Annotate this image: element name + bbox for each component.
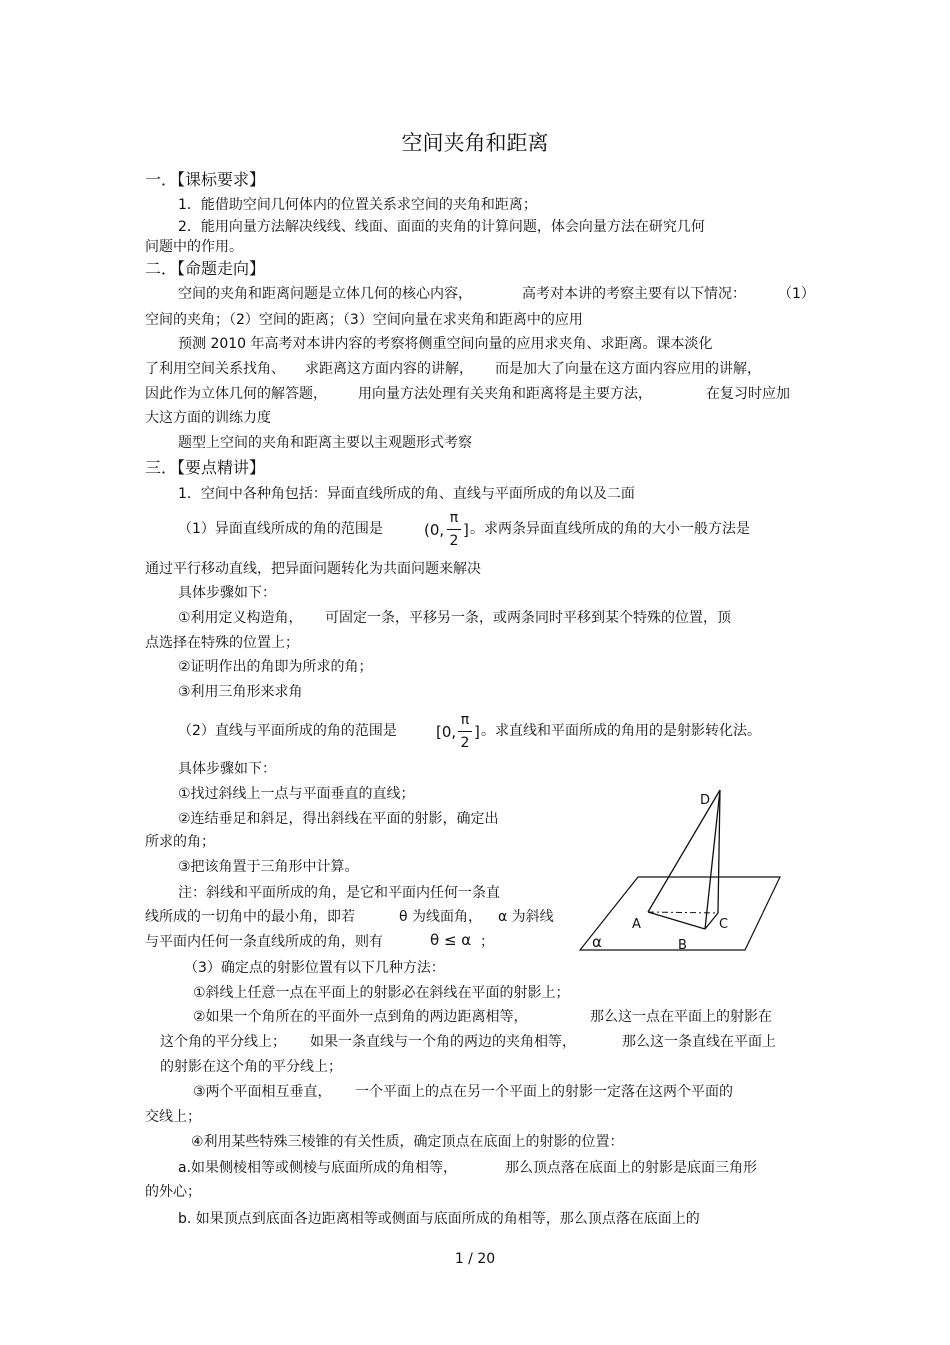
paragraph-line: 那么这一点在平面上的射影在 <box>590 1009 772 1025</box>
paragraph-line: ； <box>480 934 494 950</box>
paragraph-line: 与平面内任何一条直线所成的角，则有 <box>145 934 383 950</box>
interval-open: (0, <box>424 521 445 539</box>
paragraph-line: ①找过斜线上一点与平面垂直的直线； <box>178 786 415 802</box>
paragraph-line: ②连结垂足和斜足，得出斜线在平面的射影，确定出 <box>178 811 499 827</box>
paragraph-line: 那么顶点落在底面上的射影是底面三角形 <box>505 1160 757 1176</box>
paragraph-line: a.如果侧棱相等或侧棱与底面所成的角相等， <box>178 1160 458 1176</box>
edge-AB <box>648 912 705 929</box>
paragraph-line: ③两个平面相互垂直， <box>193 1084 332 1100</box>
paragraph-line: 因此作为立体几何的解答题， <box>145 386 327 402</box>
paragraph-line: 一个平面上的点在另一个平面上的射影一定落在这两个平面的 <box>355 1084 733 1100</box>
paragraph-line: 线所成的一切角中的最小角，即若 <box>145 909 355 925</box>
label-C: C <box>719 917 729 932</box>
paragraph-line: 空间的夹角和距离问题是立体几何的核心内容， <box>178 286 472 302</box>
paragraph-line: θ 为线面角， <box>399 909 483 925</box>
paragraph-line: α 为斜线 <box>498 909 554 925</box>
paragraph-line: 高考对本讲的考察主要有以下情况： <box>522 286 746 302</box>
paragraph-line: 注：斜线和平面所成的角，是它和平面内任何一条直 <box>178 885 500 901</box>
paragraph-line: 可固定一条，平移另一条，或两条同时平移到某个特殊的位置，顶 <box>325 610 731 626</box>
page-number: 1 / 20 <box>454 1251 496 1267</box>
paragraph-line: 的外心； <box>145 1184 201 1200</box>
section-heading-1: 一．【课标要求】 <box>145 170 266 189</box>
paragraph-line: 点选择在特殊的位置上； <box>145 635 299 651</box>
label-A: A <box>632 917 641 932</box>
paragraph-line: 题型上空间的夹角和距离主要以主观题形式考察 <box>178 435 472 451</box>
paragraph-line: 具体步骤如下： <box>178 585 276 601</box>
paragraph-line: 大这方面的训练力度 <box>145 410 271 426</box>
fraction-numerator: π <box>460 712 470 728</box>
paragraph-line: 。求直线和平面所成的角用的是射影转化法。 <box>481 723 761 739</box>
paragraph-line: （1）异面直线所成的角的范围是 <box>178 521 383 537</box>
paragraph-line: ②如果一个角所在的平面外一点到角的两边距离相等， <box>193 1009 528 1025</box>
section-heading-3: 三．【要点精讲】 <box>145 458 266 477</box>
paragraph-line: 的射影在这个角的平分线上； <box>160 1059 342 1075</box>
paragraph-line: 而是加大了向量在这方面内容应用的讲解， <box>495 361 761 377</box>
label-D: D <box>700 793 711 808</box>
paragraph-line: ③把该角置于三角形中计算。 <box>178 859 359 875</box>
paragraph-line: （3）确定点的射影位置有以下几种方法： <box>184 960 445 976</box>
paragraph-line: 所求的角； <box>145 834 215 850</box>
paragraph-line: 交线上； <box>145 1109 201 1125</box>
paragraph-line: ③利用三角形来求角 <box>178 684 303 700</box>
paragraph-line: 空间的夹角；（2）空间的距离；（3）空间向量在求夹角和距离中的应用 <box>145 312 583 328</box>
section-heading-2: 二．【命题走向】 <box>145 259 266 278</box>
paragraph-line: 1．能借助空间几何体内的位置关系求空间的夹角和距离； <box>178 197 537 213</box>
paragraph-line: ①利用定义构造角， <box>178 610 303 626</box>
fraction-denominator: 2 <box>460 735 470 751</box>
paragraph-line: 预测 2010 年高考对本讲内容的考察将侧重空间向量的应用求夹角、求距离。课本淡化 <box>178 336 713 352</box>
paragraph-line: b. 如果顶点到底面各边距离相等或侧面与底面所成的角相等，那么顶点落在底面上的 <box>178 1211 700 1227</box>
pyramid-figure <box>570 782 795 957</box>
paragraph-line: 1．空间中各种角包括：异面直线所成的角、直线与平面所成的角以及二面 <box>178 486 635 502</box>
paragraph-line: 这个角的平分线上； <box>160 1034 286 1050</box>
edge-AC-dashed <box>648 912 718 913</box>
paragraph-line: 2．能用向量方法解决线线、线面、面面的夹角的计算问题，体会向量方法在研究几何 <box>178 219 705 235</box>
interval-close: ] <box>474 723 480 741</box>
paragraph-line: ④利用某些特殊三棱锥的有关性质，确定顶点在底面上的射影的位置： <box>191 1134 624 1150</box>
page-title: 空间夹角和距离 <box>401 131 549 155</box>
paragraph-line: （1） <box>778 286 815 302</box>
fraction-bar <box>458 731 472 732</box>
paragraph-line: 通过平行移动直线，把异面问题转化为共面问题来解决 <box>145 561 481 577</box>
interval-open: [0, <box>436 723 457 741</box>
paragraph-line: 如果一条直线与一个角的两边的夹角相等， <box>310 1034 576 1050</box>
label-alpha: α <box>592 933 602 951</box>
paragraph-line: 。求两条异面直线所成的角的大小一般方法是 <box>470 521 750 537</box>
paragraph-line: 问题中的作用。 <box>145 239 243 255</box>
paragraph-line: （2）直线与平面所成的角的范围是 <box>178 723 397 739</box>
label-B: B <box>678 938 687 953</box>
paragraph-line: 那么这一条直线在平面上 <box>622 1034 776 1050</box>
fraction-numerator: π <box>449 510 459 526</box>
inequality: θ ≤ α <box>430 931 472 949</box>
fraction-bar <box>447 529 461 530</box>
paragraph-line: 在复习时应加 <box>706 386 790 402</box>
interval-close: ] <box>463 521 469 539</box>
paragraph-line: 求距离这方面内容的讲解， <box>305 361 473 377</box>
paragraph-line: ②证明作出的角即为所求的角； <box>178 659 373 675</box>
fraction-denominator: 2 <box>449 533 459 549</box>
paragraph-line: 用向量方法处理有关夹角和距离将是主要方法， <box>358 386 652 402</box>
paragraph-line: 具体步骤如下： <box>178 761 276 777</box>
paragraph-line: 了利用空间关系找角、 <box>145 361 285 377</box>
paragraph-line: ①斜线上任意一点在平面上的射影必在斜线在平面的射影上； <box>193 985 570 1001</box>
